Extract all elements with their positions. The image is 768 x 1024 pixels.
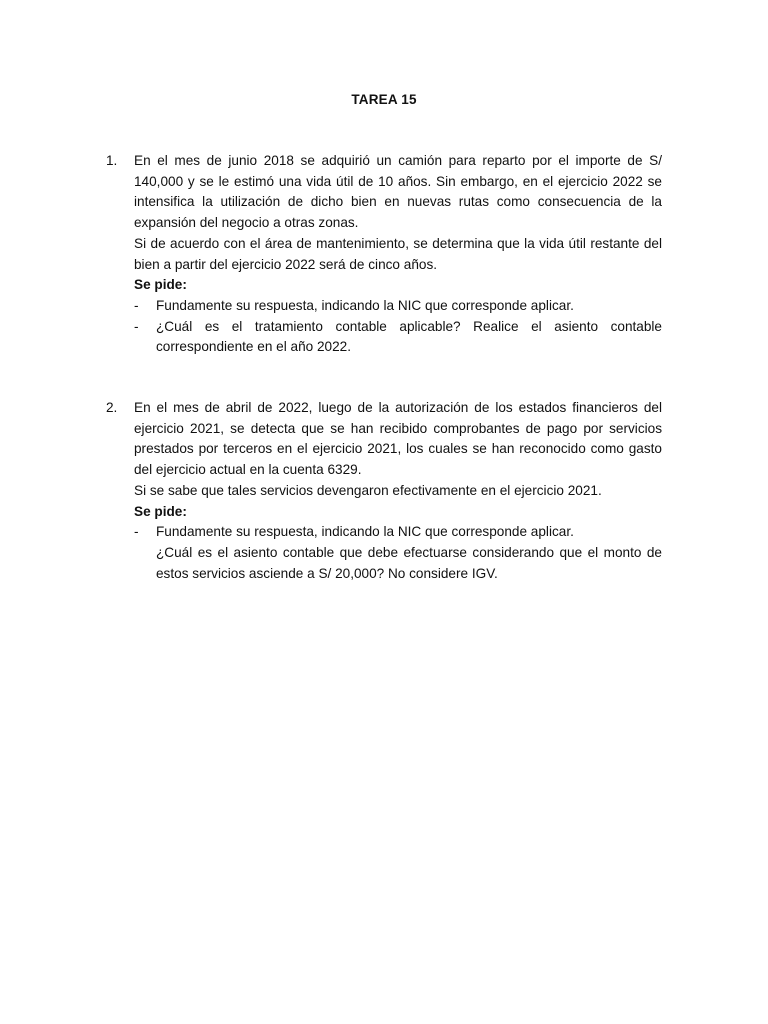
se-pide-label: Se pide: bbox=[134, 277, 187, 293]
question-paragraph: Si se sabe que tales servicios devengaron efectivamente en el ejercicio 2021. bbox=[134, 482, 602, 498]
question-number: 1. bbox=[106, 153, 118, 168]
bullet-text: ¿Cuál es el tratamiento contable aplicable? Realice el asiento contable correspondiente en el año 2022. bbox=[156, 318, 662, 355]
se-pide-label: Se pide: bbox=[134, 503, 187, 519]
bullet-dash: - bbox=[134, 297, 139, 313]
question-paragraph: Si de acuerdo con el área de mantenimiento, se determina que la vida útil restante del bien a partir del ejercicio 2022 será de cinco años. bbox=[134, 235, 662, 272]
bullet-item bbox=[134, 317, 662, 358]
page-title: TAREA 15 bbox=[351, 92, 417, 107]
bullet-item bbox=[134, 522, 662, 543]
question-1 bbox=[106, 151, 662, 358]
question-body bbox=[134, 151, 662, 358]
bullet-item bbox=[134, 296, 662, 317]
question-continuation: ¿Cuál es el asiento contable que debe efectuarse considerando que el monto de estos servicios asciende a S/ 20,000? No considere IGV. bbox=[156, 544, 662, 581]
question-number: 2. bbox=[106, 400, 118, 415]
bullet-dash: - bbox=[134, 524, 139, 540]
bullet-text: Fundamente su respuesta, indicando la NIC que corresponde aplicar. bbox=[156, 297, 574, 313]
question-2 bbox=[106, 398, 662, 584]
question-paragraph: En el mes de junio 2018 se adquirió un camión para reparto por el importe de S/ 140,000 y se le estimó una vida útil de 10 años. Sin embargo, en el ejercicio 2022 se intensifica la utilización de dicho bien en nuevas rutas como consecuencia de la expansión del negocio a otras zonas. bbox=[134, 153, 662, 231]
question-body bbox=[134, 398, 662, 584]
question-paragraph: En el mes de abril de 2022, luego de la autorización de los estados financieros del ejercicio 2021, se detecta que se han recibido comprobantes de pago por servicios prestados por terceros en el ejercicio 2021, los cuales se han reconocido como gasto del ejercicio actual en la cuenta 6329. bbox=[134, 400, 662, 478]
bullet-text: Fundamente su respuesta, indicando la NIC que corresponde aplicar. bbox=[156, 524, 574, 540]
bullet-dash: - bbox=[134, 318, 139, 334]
